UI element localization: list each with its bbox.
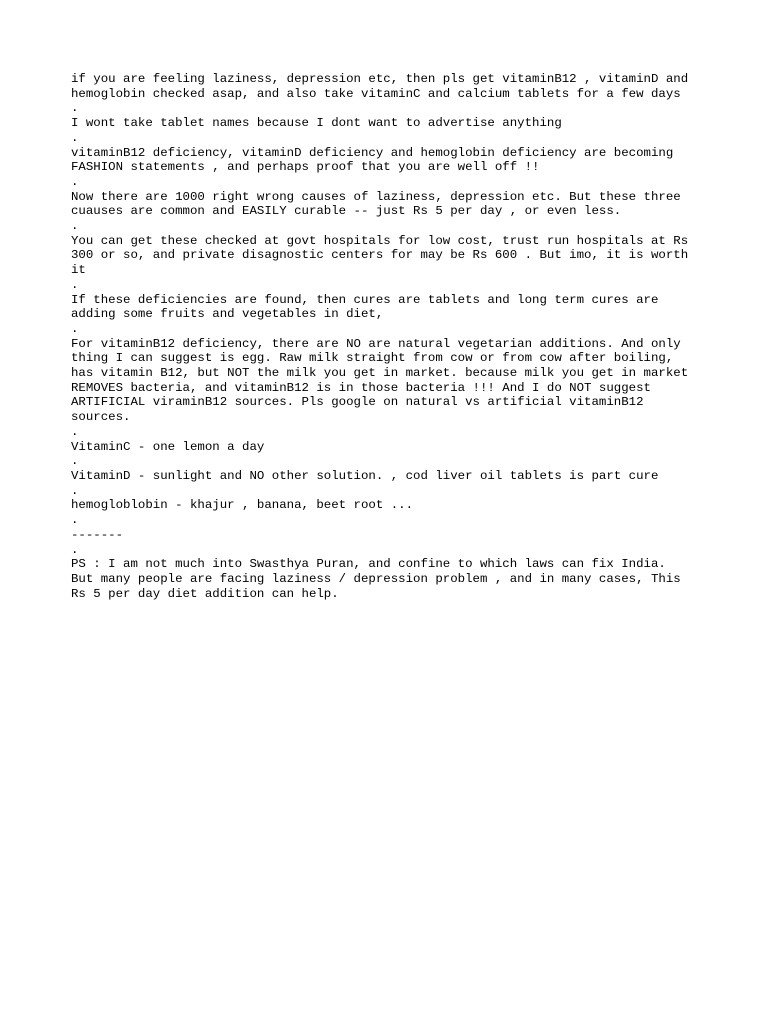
text-line: I wont take tablet names because I dont want to advertise anything <box>71 116 562 131</box>
text-line: . <box>71 101 79 116</box>
text-line: cuauses are common and EASILY curable -- just Rs 5 per day , or even less. <box>71 204 622 219</box>
text-line: hemogloblobin - khajur , banana, beet root ... <box>71 498 414 513</box>
text-line: FASHION statements , and perhaps proof that you are well off !! <box>71 160 540 175</box>
text-line: . <box>71 424 79 439</box>
text-line: You can get these checked at govt hospitals for low cost, trust run hospitals at Rs <box>71 233 689 248</box>
text-line: it <box>71 263 86 278</box>
text-line: . <box>71 542 79 557</box>
text-line: vitaminB12 deficiency, vitaminD deficiency and hemoglobin deficiency are becoming <box>71 145 674 160</box>
text-line: For vitaminB12 deficiency, there are NO are natural vegetarian additions. And only <box>71 336 681 351</box>
text-line: hemoglobin checked asap, and also take vitaminC and calcium tablets for a few days <box>71 86 681 101</box>
text-line: if you are feeling laziness, depression etc, then pls get vitaminB12 , vitaminD and <box>71 72 689 86</box>
text-line: . <box>71 219 79 234</box>
text-line: thing I can suggest is egg. Raw milk straight from cow or from cow after boiling, <box>71 351 674 366</box>
text-line: . <box>71 483 79 498</box>
text-line: REMOVES bacteria, and vitaminB12 is in those bacteria !!! And I do NOT suggest <box>71 380 651 395</box>
text-line: ARTIFICIAL viraminB12 sources. Pls google on natural vs artificial vitaminB12 <box>71 395 644 410</box>
text-line: 300 or so, and private disagnostic centers for may be Rs 600 . But imo, it is worth <box>71 248 689 263</box>
text-line: VitaminD - sunlight and NO other solution. , cod liver oil tablets is part cure <box>71 468 659 483</box>
text-line: . <box>71 130 79 145</box>
text-line: PS : I am not much into Swasthya Puran, and confine to which laws can fix India. <box>71 557 666 572</box>
text-line: . <box>71 174 79 189</box>
text-line: . <box>71 321 79 336</box>
text-line: has vitamin B12, but NOT the milk you get in market. because milk you get in market <box>71 366 689 381</box>
document-body <box>71 72 707 601</box>
text-line: adding some fruits and vegetables in diet, <box>71 307 384 322</box>
text-line: sources. <box>71 410 131 425</box>
text-line: If these deficiencies are found, then cures are tablets and long term cures are <box>71 292 659 307</box>
text-line: . <box>71 277 79 292</box>
text-line: But many people are facing laziness / depression problem , and in many cases, This <box>71 571 681 586</box>
text-line: VitaminC - one lemon a day <box>71 439 265 454</box>
text-line: . <box>71 513 79 528</box>
text-line: Now there are 1000 right wrong causes of laziness, depression etc. But these three <box>71 189 681 204</box>
text-line: Rs 5 per day diet addition can help. <box>71 586 339 601</box>
text-line: . <box>71 454 79 469</box>
text-line: ------- <box>71 527 124 542</box>
